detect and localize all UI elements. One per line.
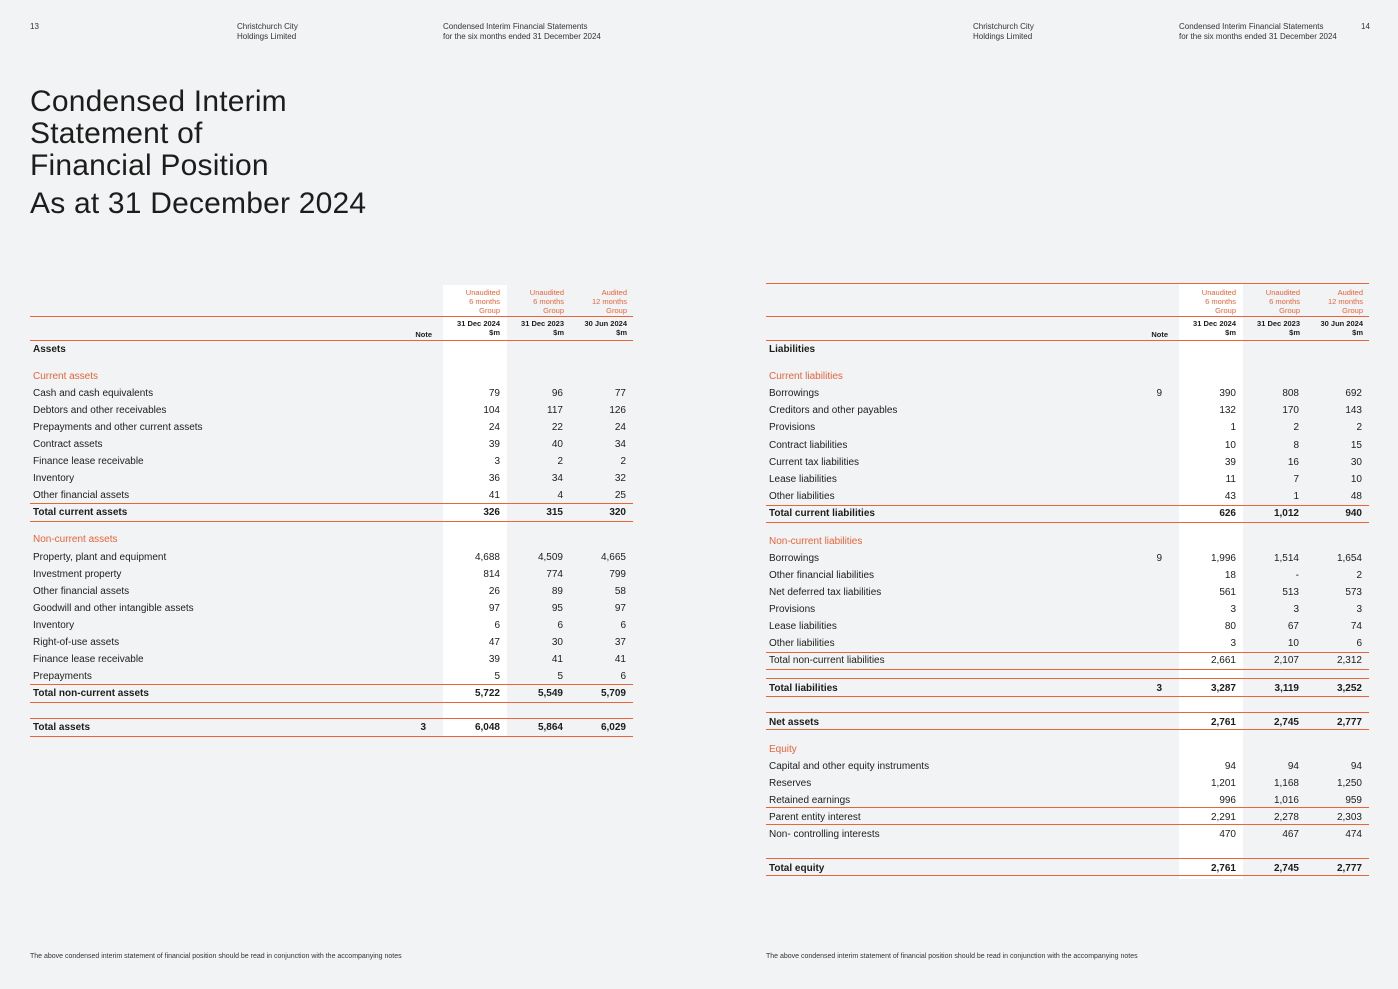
table-row — [30, 549, 633, 566]
value-audited: 2 — [1356, 570, 1362, 581]
row-rule — [766, 505, 1369, 506]
right-company-name: Christchurch City Holdings Limited — [973, 22, 1034, 41]
value-prior: 30 — [551, 637, 563, 648]
table-row — [30, 634, 633, 651]
value-current: 6,048 — [474, 722, 500, 733]
value-prior: 2,278 — [1273, 812, 1299, 823]
table-row — [766, 471, 1369, 488]
value-current: 41 — [488, 490, 500, 501]
value-prior: - — [1295, 570, 1299, 581]
value-prior: 4,509 — [537, 552, 563, 563]
value-prior: 96 — [551, 388, 563, 399]
value-current: 94 — [1224, 761, 1236, 772]
value-prior: 117 — [547, 405, 563, 416]
value-audited: 573 — [1345, 587, 1362, 598]
value-current: 26 — [488, 586, 500, 597]
value-prior: 3 — [1293, 604, 1299, 615]
table-row — [30, 385, 633, 402]
value-prior: 95 — [551, 603, 563, 614]
table-row — [766, 454, 1369, 471]
row-note: 9 — [1156, 553, 1162, 564]
row-label: Other financial assets — [33, 586, 130, 597]
value-prior: 467 — [1282, 829, 1299, 840]
row-label: Equity — [769, 744, 797, 755]
col-header-prior: Unaudited 6 months Group 31 Dec 2023 $m — [1257, 288, 1300, 337]
row-rule — [766, 696, 1369, 697]
value-prior: 1,514 — [1273, 553, 1299, 564]
row-label: Liabilities — [769, 344, 816, 355]
value-audited: 2,777 — [1336, 863, 1362, 874]
row-label: Total liabilities — [769, 683, 838, 694]
value-audited: 34 — [614, 439, 626, 450]
value-current: 561 — [1219, 587, 1236, 598]
left-footer-note: The above condensed interim statement of financial position should be read in conjunction with the accompanying notes — [30, 953, 402, 960]
value-current: 3 — [494, 456, 500, 467]
value-audited: 3 — [1356, 604, 1362, 615]
col-header-current: Unaudited 6 months Group 31 Dec 2024 $m — [1193, 288, 1236, 337]
value-prior: 1 — [1293, 491, 1299, 502]
value-audited: 1,654 — [1336, 553, 1362, 564]
table-row — [766, 402, 1369, 419]
row-note: 3 — [1156, 683, 1162, 694]
value-prior: 2 — [1293, 422, 1299, 433]
row-rule — [30, 521, 633, 522]
row-rule — [766, 669, 1369, 670]
value-audited: 126 — [609, 405, 626, 416]
row-label: Other liabilities — [769, 638, 835, 649]
row-label: Debtors and other receivables — [33, 405, 167, 416]
row-label: Provisions — [769, 604, 816, 615]
row-label: Total equity — [769, 863, 825, 874]
value-current: 626 — [1219, 508, 1236, 519]
table-row — [766, 680, 1369, 697]
row-rule — [30, 736, 633, 737]
table-row — [766, 635, 1369, 652]
assets-table — [30, 285, 633, 745]
value-prior: 2 — [557, 456, 563, 467]
row-label: Current assets — [33, 371, 99, 382]
value-current: 39 — [488, 439, 500, 450]
table-row — [30, 341, 633, 358]
value-current: 2,661 — [1210, 655, 1236, 666]
right-footer-note: The above condensed interim statement of financial position should be read in conjunction with the accompanying notes — [766, 953, 1138, 960]
value-audited: 2 — [1356, 422, 1362, 433]
value-audited: 940 — [1345, 508, 1362, 519]
row-label: Investment property — [33, 569, 122, 580]
value-current: 43 — [1224, 491, 1236, 502]
value-audited: 320 — [609, 507, 626, 518]
value-current: 39 — [488, 654, 500, 665]
value-current: 5 — [494, 671, 500, 682]
table-row — [30, 436, 633, 453]
value-prior: 2,745 — [1273, 863, 1299, 874]
row-rule — [766, 678, 1369, 679]
row-label: Cash and cash equivalents — [33, 388, 154, 399]
value-audited: 6 — [1356, 638, 1362, 649]
value-current: 1 — [1230, 422, 1236, 433]
row-label: Parent entity interest — [769, 812, 861, 823]
value-audited: 6 — [620, 620, 626, 631]
value-audited: 959 — [1345, 795, 1362, 806]
row-label: Right-of-use assets — [33, 637, 120, 648]
value-current: 39 — [1224, 457, 1236, 468]
table-row — [766, 533, 1369, 550]
row-label: Non- controlling interests — [769, 829, 880, 840]
value-current: 6 — [494, 620, 500, 631]
value-prior: 3,119 — [1274, 683, 1299, 694]
row-label: Inventory — [33, 473, 75, 484]
row-rule — [30, 702, 633, 703]
value-current: 814 — [483, 569, 500, 580]
value-current: 104 — [483, 405, 500, 416]
value-audited: 77 — [614, 388, 626, 399]
note-column-header: Note — [415, 330, 432, 339]
value-audited: 474 — [1345, 829, 1362, 840]
row-rule — [766, 858, 1369, 859]
value-audited: 2,777 — [1336, 717, 1362, 728]
value-prior: 808 — [1282, 388, 1299, 399]
row-label: Current tax liabilities — [769, 457, 860, 468]
liabilities-table — [766, 283, 1369, 883]
row-label: Non-current liabilities — [769, 536, 863, 547]
value-prior: 10 — [1287, 638, 1299, 649]
value-current: 24 — [488, 422, 500, 433]
row-label: Prepayments — [33, 671, 92, 682]
table-row — [30, 531, 633, 548]
value-prior: 1,168 — [1273, 778, 1299, 789]
row-label: Property, plant and equipment — [33, 552, 167, 563]
value-prior: 2,107 — [1273, 655, 1299, 666]
value-prior: 774 — [546, 569, 563, 580]
row-label: Assets — [33, 344, 66, 355]
table-row — [766, 758, 1369, 775]
table-row — [30, 651, 633, 668]
value-current: 79 — [488, 388, 500, 399]
value-prior: 1,016 — [1273, 795, 1299, 806]
value-prior: 1,012 — [1273, 508, 1299, 519]
value-audited: 97 — [614, 603, 626, 614]
value-audited: 3,252 — [1336, 683, 1362, 694]
row-label: Provisions — [769, 422, 816, 433]
value-current: 1,996 — [1210, 553, 1236, 564]
value-prior: 5 — [557, 671, 563, 682]
table-row — [30, 419, 633, 436]
row-label: Total current assets — [33, 507, 128, 518]
page-subtitle: As at 31 December 2024 — [30, 187, 367, 220]
value-prior: 41 — [551, 654, 563, 665]
value-current: 2,761 — [1210, 863, 1236, 874]
table-row — [30, 453, 633, 470]
col-header-audited: Audited 12 months Group 30 Jun 2024 $m — [584, 288, 627, 337]
table-row — [30, 402, 633, 419]
page-title: Condensed Interim Statement of Financial Position As at 31 December 2024 — [30, 85, 367, 220]
value-prior: 2,745 — [1273, 717, 1299, 728]
left-document-title: Condensed Interim Financial Statements for the six months ended 31 December 2024 — [443, 22, 601, 41]
value-current: 47 — [488, 637, 500, 648]
value-audited: 5,709 — [600, 688, 626, 699]
table-row — [30, 470, 633, 487]
col-header-audited: Audited 12 months Group 30 Jun 2024 $m — [1320, 288, 1363, 337]
value-prior: 40 — [551, 439, 563, 450]
value-audited: 24 — [614, 422, 626, 433]
value-current: 2,761 — [1210, 717, 1236, 728]
row-rule — [766, 807, 1369, 808]
row-label: Other liabilities — [769, 491, 835, 502]
value-prior: 513 — [1282, 587, 1299, 598]
table-row — [766, 618, 1369, 635]
table-row — [30, 504, 633, 521]
table-row — [30, 668, 633, 685]
row-note: 3 — [420, 722, 426, 733]
value-audited: 1,250 — [1336, 778, 1362, 789]
value-prior: 89 — [551, 586, 563, 597]
value-audited: 37 — [614, 637, 626, 648]
value-audited: 2 — [620, 456, 626, 467]
value-current: 470 — [1219, 829, 1236, 840]
value-prior: 67 — [1287, 621, 1299, 632]
row-label: Retained earnings — [769, 795, 851, 806]
row-label: Non-current assets — [33, 534, 118, 545]
left-page-number: 13 — [30, 22, 39, 31]
value-audited: 799 — [609, 569, 626, 580]
value-current: 10 — [1224, 440, 1236, 451]
value-audited: 32 — [614, 473, 626, 484]
header-divider — [766, 316, 1369, 317]
table-row — [766, 741, 1369, 758]
row-label: Finance lease receivable — [33, 456, 144, 467]
table-row — [766, 505, 1369, 522]
table-row — [766, 826, 1369, 843]
value-current: 132 — [1219, 405, 1236, 416]
value-prior: 4 — [557, 490, 563, 501]
value-prior: 6 — [557, 620, 563, 631]
value-audited: 74 — [1350, 621, 1362, 632]
row-rule — [766, 522, 1369, 523]
value-prior: 34 — [551, 473, 563, 484]
table-row — [30, 719, 633, 736]
value-audited: 15 — [1350, 440, 1362, 451]
table-row — [766, 567, 1369, 584]
table-row — [766, 775, 1369, 792]
row-label: Total non-current assets — [33, 688, 149, 699]
table-row — [30, 600, 633, 617]
header-divider — [30, 316, 633, 317]
table-row — [766, 652, 1369, 669]
table-row — [766, 601, 1369, 618]
value-current: 3 — [1230, 604, 1236, 615]
row-label: Net deferred tax liabilities — [769, 587, 882, 598]
value-audited: 94 — [1350, 761, 1362, 772]
value-audited: 692 — [1345, 388, 1362, 399]
table-row — [766, 341, 1369, 358]
table-row — [30, 617, 633, 634]
table-row — [30, 566, 633, 583]
value-audited: 30 — [1350, 457, 1362, 468]
row-rule — [766, 824, 1369, 825]
value-current: 2,291 — [1210, 812, 1236, 823]
value-audited: 10 — [1350, 474, 1362, 485]
col-header-current: Unaudited 6 months Group 31 Dec 2024 $m — [457, 288, 500, 337]
row-label: Net assets — [769, 717, 820, 728]
row-rule — [30, 684, 633, 685]
table-row — [766, 488, 1369, 505]
value-current: 390 — [1219, 388, 1236, 399]
row-label: Contract assets — [33, 439, 103, 450]
value-prior: 5,549 — [537, 688, 563, 699]
value-prior: 94 — [1287, 761, 1299, 772]
note-column-header: Note — [1151, 330, 1168, 339]
value-audited: 4,665 — [600, 552, 626, 563]
value-audited: 143 — [1345, 405, 1362, 416]
value-prior: 5,864 — [537, 722, 563, 733]
row-label: Other financial assets — [33, 490, 130, 501]
value-prior: 16 — [1287, 457, 1299, 468]
table-row — [766, 584, 1369, 601]
row-label: Contract liabilities — [769, 440, 848, 451]
row-label: Current liabilities — [769, 371, 843, 382]
row-label: Capital and other equity instruments — [769, 761, 930, 772]
value-current: 11 — [1225, 474, 1236, 485]
row-label: Borrowings — [769, 553, 820, 564]
row-label: Finance lease receivable — [33, 654, 144, 665]
row-label: Creditors and other payables — [769, 405, 898, 416]
value-current: 4,688 — [474, 552, 500, 563]
value-audited: 41 — [614, 654, 626, 665]
row-label: Reserves — [769, 778, 812, 789]
value-current: 326 — [483, 507, 500, 518]
row-rule — [766, 875, 1369, 876]
table-row — [766, 437, 1369, 454]
value-audited: 2,303 — [1336, 812, 1362, 823]
value-prior: 7 — [1293, 474, 1299, 485]
row-label: Lease liabilities — [769, 621, 837, 632]
value-audited: 25 — [614, 490, 626, 501]
table-row — [30, 685, 633, 702]
row-label: Total current liabilities — [769, 508, 875, 519]
value-audited: 6 — [620, 671, 626, 682]
table-row — [30, 368, 633, 385]
row-note: 9 — [1156, 388, 1162, 399]
value-current: 996 — [1219, 795, 1236, 806]
value-audited: 2,312 — [1336, 655, 1362, 666]
table-row — [766, 419, 1369, 436]
right-document-title: Condensed Interim Financial Statements for the six months ended 31 December 2024 — [1179, 22, 1337, 41]
row-label: Prepayments and other current assets — [33, 422, 203, 433]
row-rule — [766, 712, 1369, 713]
table-row — [30, 583, 633, 600]
value-current: 18 — [1224, 570, 1236, 581]
value-current: 1,201 — [1210, 778, 1236, 789]
value-current: 80 — [1224, 621, 1236, 632]
value-prior: 22 — [551, 422, 563, 433]
table-row — [30, 487, 633, 504]
value-audited: 6,029 — [600, 722, 626, 733]
value-audited: 58 — [614, 586, 626, 597]
row-label: Lease liabilities — [769, 474, 837, 485]
left-company-name: Christchurch City Holdings Limited — [237, 22, 298, 41]
row-rule — [30, 718, 633, 719]
table-row — [766, 385, 1369, 402]
value-current: 97 — [488, 603, 500, 614]
value-current: 3 — [1230, 638, 1236, 649]
right-page-number: 14 — [1361, 22, 1370, 31]
top-rule — [766, 283, 1369, 284]
row-label: Total assets — [33, 722, 91, 733]
value-prior: 170 — [1282, 405, 1299, 416]
table-row — [766, 368, 1369, 385]
row-label: Other financial liabilities — [769, 570, 875, 581]
row-label: Borrowings — [769, 388, 820, 399]
row-rule — [766, 652, 1369, 653]
row-label: Goodwill and other intangible assets — [33, 603, 194, 614]
col-header-prior: Unaudited 6 months Group 31 Dec 2023 $m — [521, 288, 564, 337]
value-prior: 315 — [546, 507, 563, 518]
table-row — [766, 550, 1369, 567]
row-rule — [766, 729, 1369, 730]
row-rule — [30, 503, 633, 504]
value-current: 3,287 — [1210, 683, 1236, 694]
value-current: 36 — [488, 473, 500, 484]
row-label: Total non-current liabilities — [769, 655, 885, 666]
value-prior: 8 — [1293, 440, 1299, 451]
value-current: 5,722 — [474, 688, 500, 699]
value-audited: 48 — [1350, 491, 1362, 502]
row-label: Inventory — [33, 620, 75, 631]
